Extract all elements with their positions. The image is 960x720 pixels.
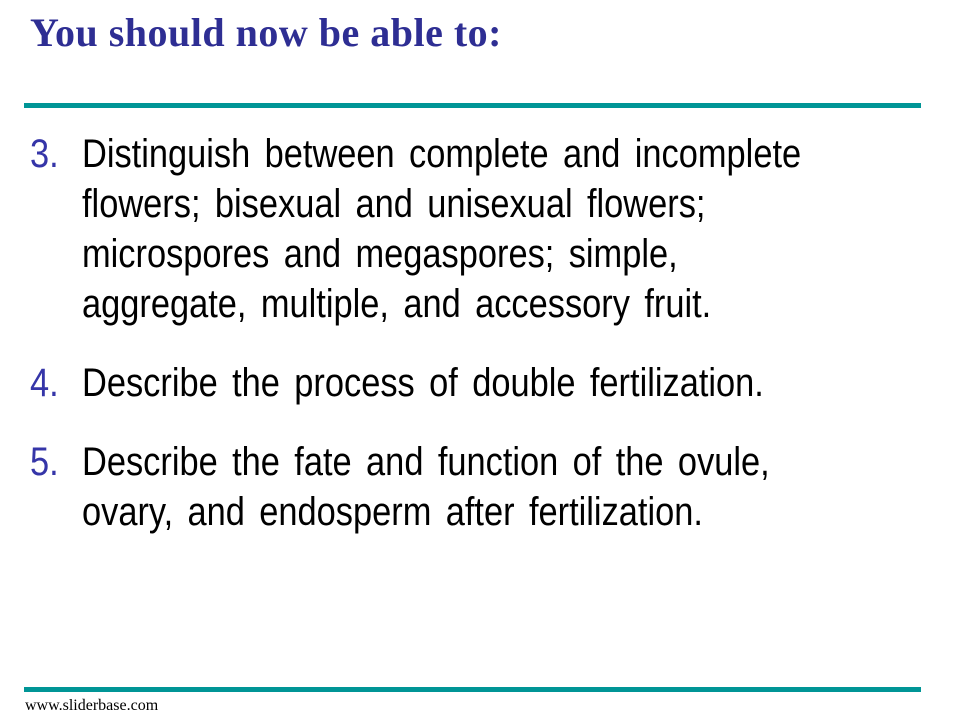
list-item-number: 4. — [30, 361, 59, 405]
title-divider-rule — [24, 103, 921, 108]
list-item-text-line: Distinguish between complete and incomplete — [82, 132, 802, 176]
list-item-text — [82, 437, 930, 537]
list-item-text — [82, 129, 930, 329]
list-item — [30, 129, 930, 329]
page-title: You should now be able to: — [30, 10, 503, 55]
list-item-number: 5. — [30, 440, 59, 484]
objectives-list — [30, 129, 930, 566]
list-item-text — [82, 358, 930, 408]
list-item-text-line: ovary, and endosperm after fertilization. — [82, 490, 703, 534]
list-item — [30, 358, 930, 408]
list-item-text-line: aggregate, multiple, and accessory fruit. — [82, 282, 712, 326]
list-item — [30, 437, 930, 537]
list-item-text-line: Describe the process of double fertilization. — [82, 361, 764, 405]
list-item-text-line: microspores and megaspores; simple, — [82, 232, 678, 276]
list-item-text-line: Describe the fate and function of the ovule, — [82, 440, 770, 484]
list-item-number: 3. — [30, 132, 59, 176]
footer-divider-rule — [24, 687, 921, 692]
list-item-text-line: flowers; bisexual and unisexual flowers; — [82, 182, 706, 226]
footer-url: www.sliderbase.com — [25, 697, 159, 714]
